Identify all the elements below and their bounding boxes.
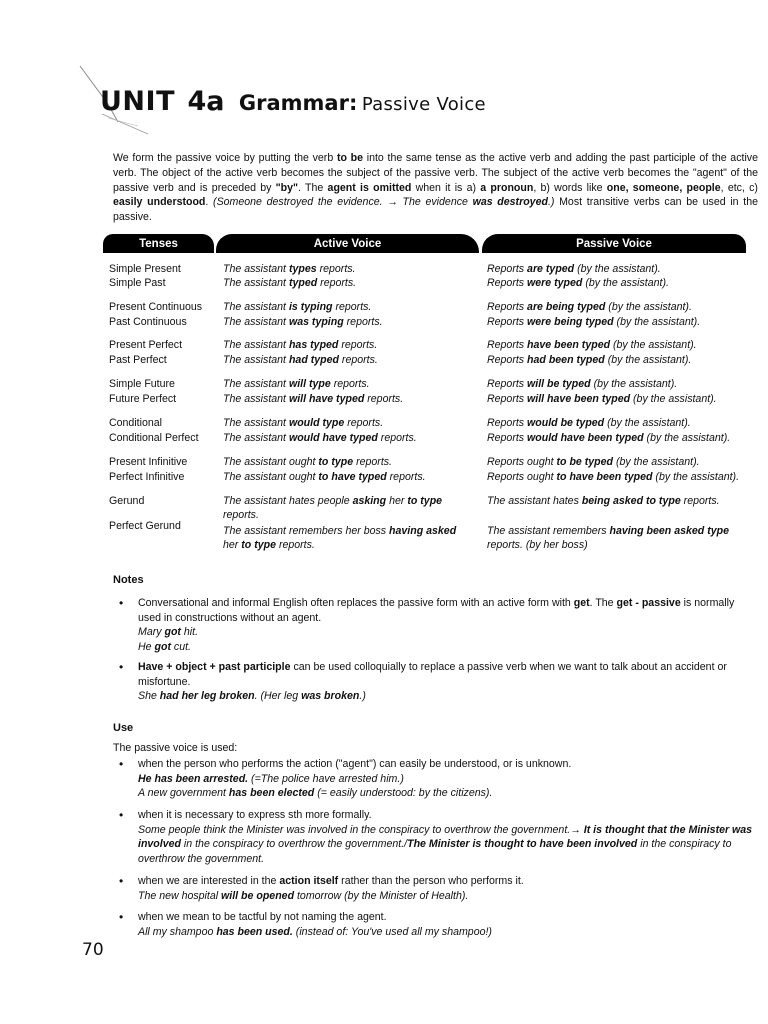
bullet-icon: • — [119, 757, 124, 771]
bullet-icon: • — [119, 660, 124, 674]
tense-name: Conditional — [109, 417, 163, 429]
note-get-passive: Conversational and informal English often replaces the passive form with an active form with get. The get - passive is normally used in constructions without an agent. Mary got hit. He got cut. — [138, 597, 735, 653]
active-voice-example: The assistant has typed reports. — [223, 339, 378, 351]
use-agent-understood: when the person who performs the action ("agent") can easily be understood, or is unknown. He has been arrested. (=The police have arrested him.) A new government has been elected (= easily understood: by the citizens). — [138, 758, 572, 800]
page-number: 70 — [82, 940, 104, 960]
tense-name: Present Perfect — [109, 339, 183, 351]
tense-name: Simple Past — [109, 277, 166, 289]
note-have-object: Have + object + past participle can be used colloquially to replace a passive verb when we want to talk about an accident or misfortune. She had her leg broken. (Her leg was broken.) — [138, 661, 727, 703]
passive-voice-example: Reports would have been typed (by the assistant). — [487, 432, 731, 444]
unit-title — [100, 86, 486, 117]
tense-name: Present Infinitive — [109, 456, 188, 468]
tense-name: Conditional Perfect — [109, 432, 199, 444]
tense-name: Perfect Infinitive — [109, 471, 185, 483]
active-voice-example: The assistant would have typed reports. — [223, 432, 417, 444]
tense-name: Past Continuous — [109, 316, 187, 328]
passive-voice-example: Reports ought to be typed (by the assistant). — [487, 456, 700, 468]
passive-voice-example: The assistant remembers having been asked type reports. (by her boss) — [487, 525, 729, 552]
tense-name: Simple Future — [109, 378, 175, 390]
active-voice-example: The assistant remembers her boss having asked her to type reports. — [223, 525, 457, 552]
active-voice-example: The assistant had typed reports. — [223, 354, 378, 366]
tense-name: Gerund — [109, 495, 145, 507]
active-voice-example: The assistant was typing reports. — [223, 316, 383, 328]
header-active-voice: Active Voice — [216, 234, 479, 253]
header-passive-voice: Passive Voice — [482, 234, 746, 253]
use-formal: when it is necessary to express sth more formally. Some people think the Minister was involved in the conspiracy to overthrow the government.→ It is thought that the Minister was involved in the conspiracy to overthrow the government./The Minister is thought to have been involved in the conspiracy to overthrow the government. — [138, 809, 753, 865]
use-action-itself: when we are interested in the action itself rather than the person who performs it. The new hospital will be opened tomorrow (by the Minister of Health). — [138, 875, 524, 902]
active-voice-example: The assistant is typing reports. — [223, 301, 372, 313]
section-label: Grammar: — [238, 91, 358, 115]
active-voice-example: The assistant would type reports. — [223, 417, 384, 429]
tense-name: Past Perfect — [109, 354, 167, 366]
active-voice-example: The assistant will type reports. — [223, 378, 370, 390]
active-voice-example: The assistant ought to type reports. — [223, 456, 392, 468]
notes-heading: Notes — [113, 574, 144, 586]
passive-voice-example: Reports would be typed (by the assistant). — [487, 417, 691, 429]
unit-label: UNIT — [100, 86, 175, 117]
bullet-icon: • — [119, 874, 124, 888]
active-voice-example: The assistant typed reports. — [223, 277, 357, 289]
tense-name: Present Continuous — [109, 301, 203, 313]
passive-voice-example: Reports are typed (by the assistant). — [487, 263, 661, 275]
tense-name: Simple Present — [109, 263, 181, 275]
passive-voice-example: Reports were being typed (by the assistant). — [487, 316, 701, 328]
passive-voice-example: Reports are being typed (by the assistant). — [487, 301, 692, 313]
use-tactful: when we mean to be tactful by not naming the agent. All my shampoo has been used. (instead of: You've used all my shampoo!) — [138, 911, 492, 938]
passive-voice-example: The assistant hates being asked to type reports. — [487, 495, 720, 507]
topic-label: Passive Voice — [361, 94, 486, 115]
tense-name: Future Perfect — [109, 393, 177, 405]
intro-paragraph: We form the passive voice by putting the verb to be into the same tense as the active verb and adding the past participle of the active verb. The object of the active verb becomes the subject of the passive verb. The subject of the active verb becomes the "agent" of the passive verb and is preceded by "by". The agent is omitted when it is a) a pronoun, b) words like one, someone, people, etc, c) easily understood. (Someone destroyed the evidence. → The evidence was destroyed.) Most transitive verbs can be used in the passive. — [113, 152, 758, 224]
use-intro: The passive voice is used: — [113, 742, 238, 754]
bullet-icon: • — [119, 808, 124, 822]
active-voice-example: The assistant types reports. — [223, 263, 356, 275]
active-voice-example: The assistant will have typed reports. — [223, 393, 404, 405]
active-voice-example: The assistant hates people asking her to type reports. — [223, 495, 443, 522]
tense-name: Perfect Gerund — [109, 520, 181, 532]
passive-voice-example: Reports have been typed (by the assistant). — [487, 339, 697, 351]
passive-voice-example: Reports will have been typed (by the assistant). — [487, 393, 717, 405]
passive-voice-example: Reports will be typed (by the assistant). — [487, 378, 678, 390]
passive-voice-example: Reports had been typed (by the assistant). — [487, 354, 692, 366]
passive-voice-example: Reports were typed (by the assistant). — [487, 277, 669, 289]
active-voice-example: The assistant ought to have typed reports. — [223, 471, 426, 483]
bullet-icon: • — [119, 910, 124, 924]
header-tenses: Tenses — [103, 234, 214, 253]
bullet-icon: • — [119, 596, 124, 610]
passive-voice-example: Reports ought to have been typed (by the assistant). — [487, 471, 740, 483]
use-heading: Use — [113, 722, 134, 734]
unit-number: 4a — [187, 86, 225, 117]
